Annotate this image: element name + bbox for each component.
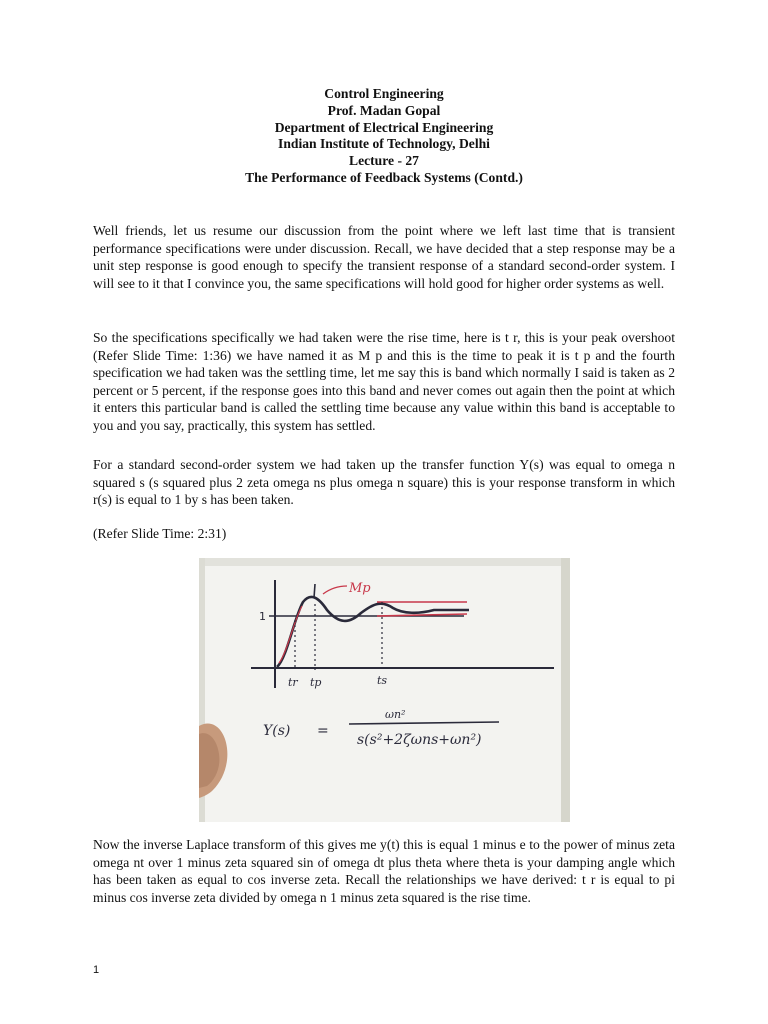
slide-time-caption: (Refer Slide Time: 2:31)	[93, 526, 227, 541]
paragraph-intro: Well friends, let us resume our discussion from the point where we left last time that is transient performance specifications were under discussion. Recall, we have decided that a step response may be a unit step response is good enough to specify the transient response of a standard second-order system. I will see to it that I convince you, the same specifications will hold good for higher order systems as well.	[93, 223, 675, 291]
slide-eq-denominator: s(s²+2ζωns+ωn²)	[357, 732, 482, 748]
title-block	[0, 86, 768, 187]
slide-tp-label: tp	[310, 676, 322, 689]
slide-peak-tick	[314, 584, 315, 598]
professor-name: Prof. Madan Gopal	[327, 102, 441, 118]
slide-tr-label: tr	[288, 676, 298, 689]
paragraph-specifications: So the specifications specifically we had taken were the rise time, here is t r, this is your peak overshoot (Refer Slide Time: 1:36) we have named it as M p and this is the time to peak it is t p and the fourth specification we had taken was the settling time, let me say this is band which normally I said is taken as 2 percent or 5 percent, if the response goes into this band and never comes out again then the point at which it enters this particular band is called the settling time because any value within this band is acceptable to you and you say, practically, this system has settled.	[93, 330, 675, 433]
lecture-slide-image	[199, 558, 570, 822]
lecture-number: Lecture - 27	[349, 153, 419, 169]
institute-name: Indian Institute of Technology, Delhi	[278, 136, 490, 152]
department-name: Department of Electrical Engineering	[274, 119, 494, 135]
slide-eq-lhs: Y(s)	[263, 723, 291, 739]
page-number: 1	[93, 964, 100, 976]
slide-y-axis-one: 1	[259, 610, 266, 623]
paragraph-transfer-function: For a standard second-order system we had taken up the transfer function Y(s) was equal to omega n squared s (s squared plus 2 zeta omega ns plus omega n square) this is your response transform in which r(s) is equal to 1 by s has been taken.	[93, 457, 675, 508]
lecture-topic: The Performance of Feedback Systems (Contd.)	[245, 169, 523, 185]
paragraph-inverse-laplace: Now the inverse Laplace transform of this gives me y(t) this is equal 1 minus e to the power of minus zeta omega nt over 1 minus zeta squared sin of omega dt plus theta where theta is your damping angle which has been taken as equal to cos inverse zeta. Recall the relationships we have derived: t r is equal to pi minus cos inverse zeta divided by omega n 1 minus zeta squared is the rise time.	[93, 837, 675, 905]
slide-eq-equals: =	[317, 723, 329, 739]
slide-ts-label: ts	[377, 674, 388, 687]
slide-eq-numerator: ωn²	[385, 708, 406, 721]
course-title: Control Engineering	[324, 86, 444, 101]
slide-peak-label: Mp	[349, 581, 371, 596]
